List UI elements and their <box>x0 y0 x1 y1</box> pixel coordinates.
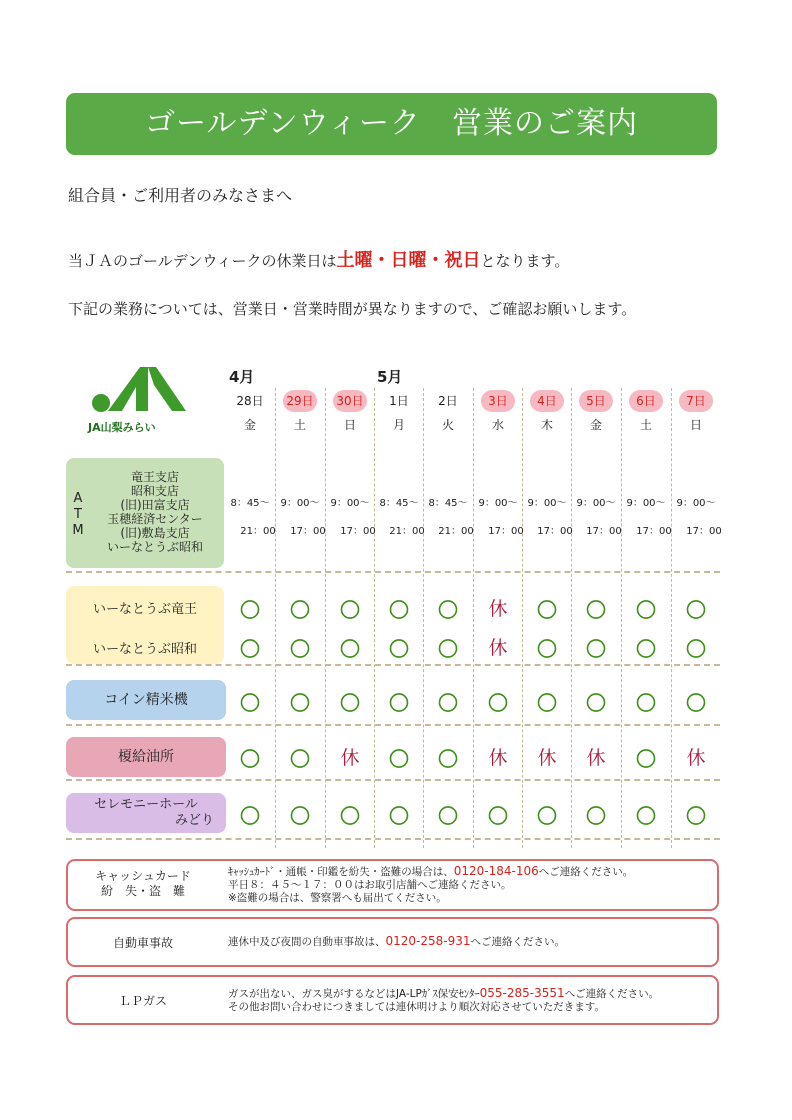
notice-label: 自動車事故 <box>112 936 173 950</box>
atm-close-time: 17：00 <box>686 526 722 537</box>
open-mark: 〇 <box>686 691 706 715</box>
atm-close-time: 17：00 <box>340 526 376 537</box>
open-mark: 〇 <box>586 804 606 828</box>
day-column-header <box>622 390 670 433</box>
intro-text <box>68 246 569 272</box>
closed-mark: 休 <box>488 598 508 620</box>
atm-open-time: 9：00～ <box>626 498 666 509</box>
open-mark: 〇 <box>636 598 656 622</box>
note-text: 下記の業務については、営業日・営業時間が異なりますので、ご確認お願いします。 <box>68 300 637 318</box>
atm-open-time: 9：00～ <box>527 498 567 509</box>
closed-mark: 休 <box>537 747 557 769</box>
row-divider <box>66 571 720 573</box>
date-label: 1日 <box>389 394 409 408</box>
notice-label: キャッシュカード 紛 失・盗 難 <box>95 869 191 898</box>
date-label: 6日 <box>629 390 663 412</box>
day-column-header <box>672 390 720 433</box>
atm-branch: いーなとうぶ昭和 <box>106 540 203 554</box>
open-mark: 〇 <box>240 691 260 715</box>
service-label: セレモニーホール <box>94 797 198 812</box>
atm-open-time: 8：45～ <box>428 498 468 509</box>
open-mark: 〇 <box>389 747 409 771</box>
date-label: 30日 <box>333 390 367 412</box>
open-mark: 〇 <box>537 804 557 828</box>
service-label: いーなとうぶ昭和 <box>92 642 197 657</box>
open-mark: 〇 <box>340 637 360 661</box>
open-mark: 〇 <box>488 691 508 715</box>
inatobu-category <box>66 586 224 664</box>
weekday-label: 火 <box>441 418 454 432</box>
day-column-header <box>572 390 620 433</box>
weekday-label: 金 <box>243 418 256 432</box>
day-column-header <box>375 390 423 433</box>
open-mark: 〇 <box>340 691 360 715</box>
atm-open-time: 9：00～ <box>676 498 716 509</box>
atm-branch: 玉穂経済センター <box>107 512 203 526</box>
date-label: 2日 <box>438 394 458 408</box>
notice-car-accident <box>66 917 719 967</box>
coin-rice-mill-category: コイン精米機 <box>66 680 226 720</box>
day-column-header <box>276 390 324 433</box>
day-column-header <box>226 390 274 433</box>
notice-label: ＬＰガス <box>118 994 167 1008</box>
open-mark: 〇 <box>240 598 260 622</box>
atm-close-time: 21：00 <box>240 526 276 537</box>
open-mark: 〇 <box>686 804 706 828</box>
atm-branch-list <box>86 470 224 554</box>
open-mark: 〇 <box>290 747 310 771</box>
phone-number: 0120-184-106 <box>453 864 539 878</box>
intro-suffix: となります。 <box>480 252 570 270</box>
open-mark: 〇 <box>438 637 458 661</box>
ja-logo-icon <box>88 365 188 413</box>
service-label: みどり <box>174 813 214 828</box>
open-mark: 〇 <box>537 691 557 715</box>
day-column-header <box>523 390 571 433</box>
month-april: 4月 <box>229 368 255 386</box>
notice-text: 連休中及び夜間の自動車事故は、0120-258-931へご連絡ください。 <box>228 934 566 948</box>
open-mark: 〇 <box>636 804 656 828</box>
intro-prefix: 当ＪＡのゴールデンウィークの休業日は <box>68 252 337 270</box>
atm-close-time: 17：00 <box>537 526 573 537</box>
atm-open-time: 9：00～ <box>576 498 616 509</box>
open-mark: 〇 <box>240 637 260 661</box>
atm-close-time: 21：00 <box>438 526 474 537</box>
atm-close-time: 21：00 <box>389 526 425 537</box>
weekday-label: 金 <box>589 418 602 432</box>
weekday-label: 水 <box>491 418 504 432</box>
atm-category <box>66 458 224 568</box>
open-mark: 〇 <box>438 598 458 622</box>
open-mark: 〇 <box>636 747 656 771</box>
row-divider <box>66 724 720 726</box>
row-divider <box>66 838 720 840</box>
atm-label: A T M <box>72 491 84 538</box>
row-divider <box>66 779 720 781</box>
gas-station-category: 榎給油所 <box>66 737 226 777</box>
atm-branch: (旧)田富支店 <box>120 498 190 512</box>
page-title: ゴールデンウィーク 営業のご案内 <box>66 93 717 155</box>
day-column-header <box>474 390 522 433</box>
open-mark: 〇 <box>290 637 310 661</box>
date-label: 28日 <box>236 394 264 408</box>
open-mark: 〇 <box>537 598 557 622</box>
open-mark: 〇 <box>389 804 409 828</box>
atm-open-time: 8：45～ <box>230 498 270 509</box>
ja-logo <box>88 365 188 435</box>
open-mark: 〇 <box>389 598 409 622</box>
atm-open-time: 8：45～ <box>379 498 419 509</box>
open-mark: 〇 <box>340 804 360 828</box>
open-mark: 〇 <box>438 804 458 828</box>
atm-open-time: 9：00～ <box>330 498 370 509</box>
closed-mark: 休 <box>488 637 508 659</box>
date-label: 4日 <box>530 390 564 412</box>
open-mark: 〇 <box>438 691 458 715</box>
month-may: 5月 <box>377 368 403 386</box>
weekday-label: 土 <box>639 418 652 432</box>
open-mark: 〇 <box>686 637 706 661</box>
open-mark: 〇 <box>636 691 656 715</box>
open-mark: 〇 <box>488 804 508 828</box>
notice-text: ｷｬｯｼｭｶｰﾄﾞ・通帳・印鑑を紛失・盗難の場合は、0120-184-106へご連絡ください。 平日８：４５～１７：００はお取引店舗へご連絡ください。 ※盗難の場合は、警察署へも届出てください。 <box>228 864 634 904</box>
intro-highlight: 土曜・日曜・祝日 <box>336 250 481 271</box>
day-column-header <box>424 390 472 433</box>
open-mark: 〇 <box>290 804 310 828</box>
closed-mark: 休 <box>686 747 706 769</box>
open-mark: 〇 <box>240 747 260 771</box>
open-mark: 〇 <box>636 637 656 661</box>
atm-branch: (旧)敷島支店 <box>120 526 190 540</box>
phone-number: 0120-258-931 <box>385 934 471 948</box>
open-mark: 〇 <box>686 598 706 622</box>
atm-open-time: 9：00～ <box>478 498 518 509</box>
day-column-header <box>326 390 374 433</box>
weekday-label: 月 <box>392 418 405 432</box>
open-mark: 〇 <box>389 691 409 715</box>
open-mark: 〇 <box>537 637 557 661</box>
atm-close-time: 17：00 <box>636 526 672 537</box>
atm-branch: 竜王支店 <box>130 470 179 484</box>
notice-lp-gas <box>66 975 719 1025</box>
row-divider <box>66 664 720 666</box>
atm-branch: 昭和支店 <box>130 484 179 498</box>
date-label: 3日 <box>481 390 515 412</box>
open-mark: 〇 <box>389 637 409 661</box>
weekday-label: 日 <box>343 418 356 432</box>
notice-text: ガスが出ない、ガス臭がするなどはJA-LPｶﾞｽ保安ｾﾝﾀｰ055-285-3551へご連絡ください。 その他お問い合わせにつきましては連休明けより順次対応させていただきます。 <box>228 986 660 1013</box>
open-mark: 〇 <box>290 598 310 622</box>
atm-close-time: 17：00 <box>290 526 326 537</box>
weekday-label: 木 <box>540 418 553 432</box>
weekday-label: 土 <box>293 418 306 432</box>
logo-text: JA山梨みらい <box>88 421 156 434</box>
date-label: 7日 <box>679 390 713 412</box>
atm-close-time: 17：00 <box>586 526 622 537</box>
open-mark: 〇 <box>240 804 260 828</box>
open-mark: 〇 <box>586 637 606 661</box>
atm-close-time: 17：00 <box>488 526 524 537</box>
closed-mark: 休 <box>586 747 606 769</box>
atm-open-time: 9：00～ <box>280 498 320 509</box>
greeting: 組合員・ご利用者のみなさまへ <box>68 186 293 205</box>
weekday-label: 日 <box>689 418 702 432</box>
date-label: 5日 <box>579 390 613 412</box>
open-mark: 〇 <box>586 691 606 715</box>
notice-cash-card <box>66 859 719 911</box>
open-mark: 〇 <box>290 691 310 715</box>
date-label: 29日 <box>283 390 317 412</box>
open-mark: 〇 <box>340 598 360 622</box>
open-mark: 〇 <box>438 747 458 771</box>
closed-mark: 休 <box>340 747 360 769</box>
open-mark: 〇 <box>586 598 606 622</box>
service-label: いーなとうぶ竜王 <box>92 602 197 617</box>
closed-mark: 休 <box>488 747 508 769</box>
ceremony-hall-category <box>66 793 226 833</box>
phone-number: 055-285-3551 <box>479 986 565 1000</box>
